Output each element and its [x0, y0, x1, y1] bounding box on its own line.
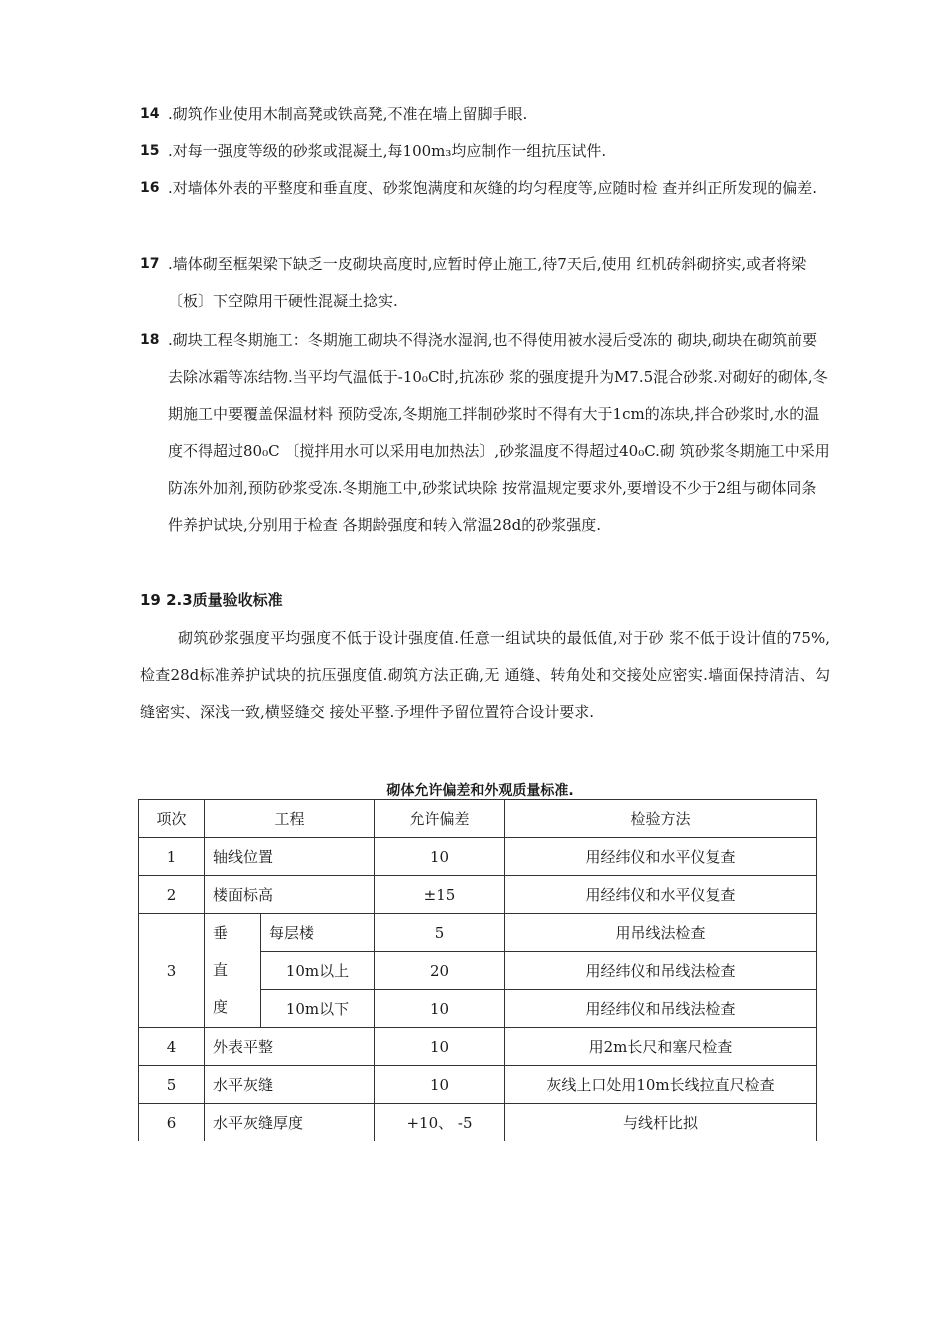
- tolerance-cell: +10、 -5: [375, 1104, 505, 1142]
- tolerance-table: [138, 799, 817, 1141]
- method-cell: 用经纬仪和吊线法检查: [505, 952, 817, 990]
- header-cell: 项次: [139, 800, 205, 838]
- tolerance-cell: 10: [375, 1066, 505, 1104]
- tolerance-cell: 10: [375, 990, 505, 1028]
- subitem-cell: 10m以上: [261, 952, 375, 990]
- tolerance-cell: 5: [375, 914, 505, 952]
- section-heading: 19 2.3质量验收标准: [140, 591, 283, 609]
- method-cell: 用经纬仪和水平仪复查: [505, 838, 817, 876]
- tolerance-cell: 10: [375, 1028, 505, 1066]
- item-cell: 楼面标高: [205, 876, 375, 914]
- item-cell: 水平灰缝厚度: [205, 1104, 375, 1142]
- row-number: 6: [139, 1104, 205, 1142]
- list-item-14: [140, 96, 830, 133]
- group-char: 直: [213, 961, 229, 979]
- table-row: [139, 1066, 817, 1104]
- header-cell: 工程: [205, 800, 375, 838]
- table-row: [139, 876, 817, 914]
- item-cell: 轴线位置: [205, 838, 375, 876]
- tolerance-cell: ±15: [375, 876, 505, 914]
- table-row: [139, 838, 817, 876]
- group-char: 度: [213, 998, 229, 1016]
- method-cell: 用吊线法检查: [505, 914, 817, 952]
- row-number: 4: [139, 1028, 205, 1066]
- list-item-18: [140, 322, 830, 544]
- tolerance-cell: 20: [375, 952, 505, 990]
- item-number: 14: [140, 106, 160, 122]
- item-cell: 水平灰缝: [205, 1066, 375, 1104]
- method-cell: 用2m长尺和塞尺检查: [505, 1028, 817, 1066]
- item-text: .砌筑作业使用木制高凳或铁高凳,不准在墙上留脚手眼.: [168, 105, 528, 123]
- row-number: 1: [139, 838, 205, 876]
- list-item-16: [140, 170, 830, 207]
- row-number: 5: [139, 1066, 205, 1104]
- item-number: 18: [140, 332, 160, 348]
- table-row: [139, 1028, 817, 1066]
- subitem-cell: 每层楼: [261, 914, 375, 952]
- table-caption: 砌体允许偏差和外观质量标准.: [386, 783, 574, 799]
- table-header-row: [139, 800, 817, 838]
- method-cell: 与线杆比拟: [505, 1104, 817, 1142]
- item-number: 17: [140, 256, 160, 272]
- group-label-cell: [205, 914, 261, 1028]
- item-text: .对墙体外表的平整度和垂直度、砂浆饱满度和灰缝的均匀程度等,应随时检 查并纠正所发现的偏差.: [168, 179, 818, 197]
- list-item-15: [140, 133, 830, 170]
- method-cell: 用经纬仪和吊线法检查: [505, 990, 817, 1028]
- header-cell: 允许偏差: [375, 800, 505, 838]
- subitem-cell: 10m以下: [261, 990, 375, 1028]
- tolerance-cell: 10: [375, 838, 505, 876]
- item-number: 15: [140, 143, 160, 159]
- list-item-17: [140, 246, 830, 320]
- row-number: 2: [139, 876, 205, 914]
- body-paragraph: 砌筑砂浆强度平均强度不低于设计强度值.任意一组试块的最低值,对于砂 浆不低于设计值的75%,检查28d标准养护试块的抗压强度值.砌筑方法正确,无 通缝、转角处和交接处应密实.墙面保持清洁、勾缝密实、深浅一致,横竖缝交 接处平整.予埋件予留位置符合设计要求.: [140, 629, 830, 721]
- row-number: 3: [139, 914, 205, 1028]
- item-number: 16: [140, 180, 160, 196]
- item-cell: 外表平整: [205, 1028, 375, 1066]
- item-text: .墙体砌至框架梁下缺乏一皮砌块高度时,应暂时停止施工,待7天后,使用 红机砖斜砌挤实,或者将梁〔板〕下空隙用干硬性混凝土捻实.: [168, 255, 807, 310]
- table-row: [139, 914, 817, 952]
- method-cell: 用经纬仪和水平仪复查: [505, 876, 817, 914]
- item-text: .对每一强度等级的砂浆或混凝土,每100m₃均应制作一组抗压试件.: [168, 142, 607, 160]
- group-char: 垂: [213, 924, 229, 942]
- header-cell: 检验方法: [505, 800, 817, 838]
- table-row: [139, 1104, 817, 1142]
- method-cell: 灰线上口处用10m长线拉直尺检查: [505, 1066, 817, 1104]
- item-text: .砌块工程冬期施工：冬期施工砌块不得浇水湿润,也不得使用被水浸后受冻的 砌块,砌块在砌筑前要去除冰霜等冻结物.当平均气温低于-10₀C时,抗冻砂 浆的强度提升为M7.5混合砂浆.对砌好的砌体,冬期施工中要覆盖保温材料 预防受冻,冬期施工拌制砂浆时不得有大于1cm的冻块,拌合砂浆时,水的温 度不得超过80₀C 〔搅拌用水可以采用电加热法〕,砂浆温度不得超过40₀C.砌 筑砂浆冬期施工中采用防冻外加剂,预防砂浆受冻.冬期施工中,砂浆试块除 按常温规定要求外,要增设不少于2组与砌体同条件养护试块,分别用于检查 各期龄强度和转入常温28d的砂浆强度.: [168, 331, 830, 534]
